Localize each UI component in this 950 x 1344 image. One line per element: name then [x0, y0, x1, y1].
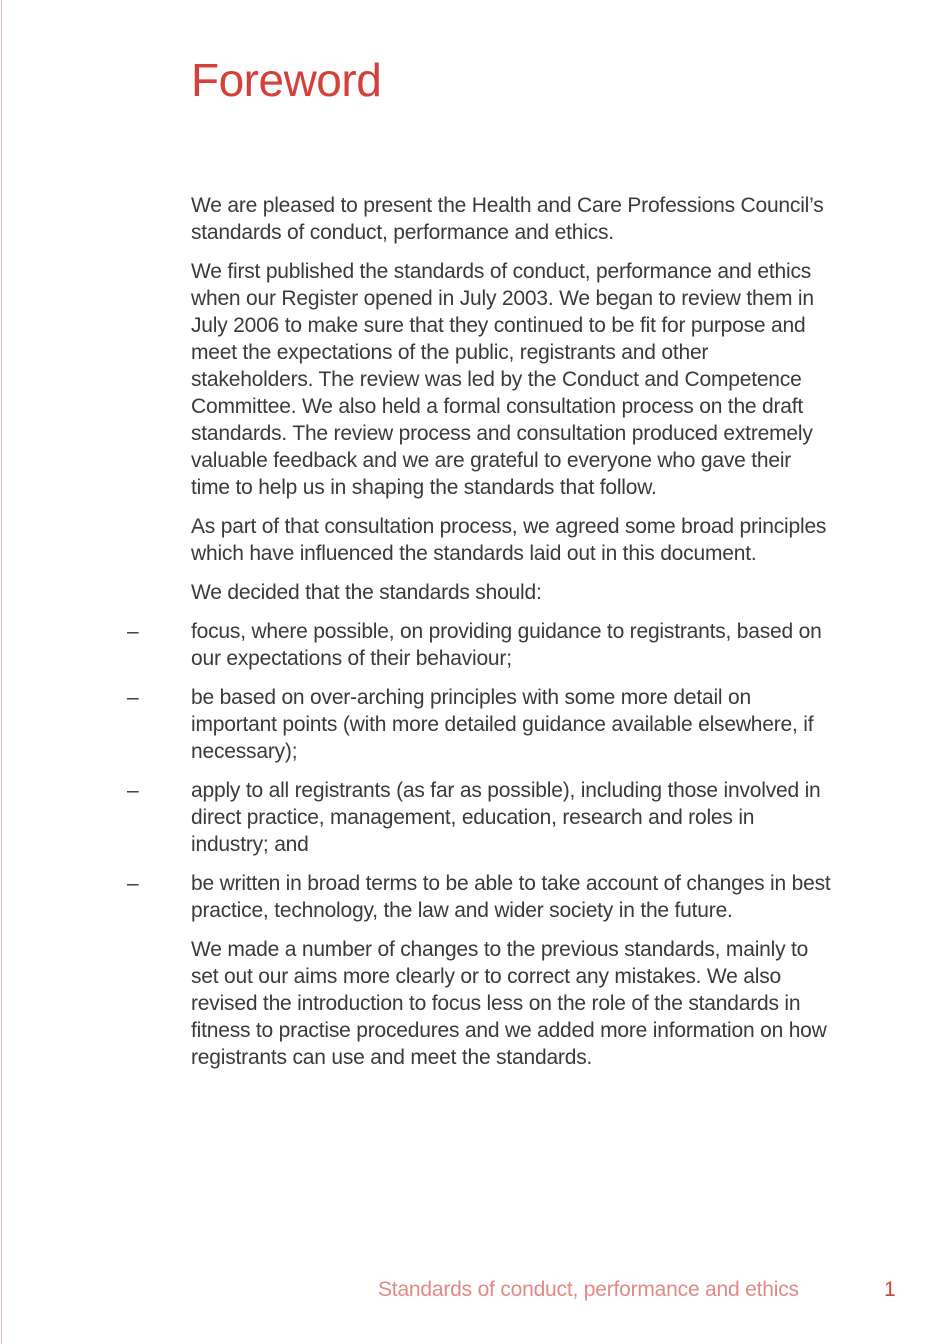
page-title: Foreword [191, 54, 382, 106]
list-item [127, 684, 831, 765]
closing-paragraph: We made a number of changes to the previous standards, mainly to set out our aims more clearly or to correct any mistakes. We also revised the introduction to focus less on the role of the standards in fitness to practise procedures and we added more information on how registrants can use and meet the standards. [191, 938, 827, 1069]
list-item-text: focus, where possible, on providing guidance to registrants, based on our expectations of their behaviour; [191, 620, 822, 670]
list-item [127, 618, 831, 672]
dash-bullet-icon: – [127, 686, 139, 709]
principles-paragraph: As part of that consultation process, we agreed some broad principles which have influenced the standards laid out in this document. [191, 515, 827, 565]
list-item [127, 777, 831, 858]
standards-principles-list [0, 618, 950, 924]
list-item-text: apply to all registrants (as far as possible), including those involved in direct practice, management, education, research and roles in industry; and [191, 779, 821, 856]
intro-paragraph: We are pleased to present the Health and Care Professions Council’s standards of conduct, performance and ethics. [191, 194, 824, 244]
dash-bullet-icon: – [127, 620, 139, 643]
foreword-body [0, 192, 950, 1083]
list-item-text: be based on over-arching principles with some more detail on important points (with more detailed guidance available elsewhere, if necessary); [191, 686, 814, 763]
dash-bullet-icon: – [127, 779, 139, 802]
list-item [127, 870, 831, 924]
history-paragraph: We first published the standards of conduct, performance and ethics when our Register opened in July 2003. We began to review them in July 2006 to make sure that they continued to be fit for purpose and meet the expectations of the public, registrants and other stakeholders. The review was led by the Conduct and Competence Committee. We also held a formal consultation process on the draft standards. The review process and consultation produced extremely valuable feedback and we are grateful to everyone who gave their time to help us in shaping the standards that follow. [191, 260, 814, 499]
decision-lead-in: We decided that the standards should: [191, 581, 542, 604]
dash-bullet-icon: – [127, 872, 139, 895]
list-item-text: be written in broad terms to be able to take account of changes in best practice, technology, the law and wider society in the future. [191, 872, 831, 922]
footer-document-title: Standards of conduct, performance and ethics [378, 1278, 799, 1301]
page-number: 1 [884, 1278, 896, 1301]
